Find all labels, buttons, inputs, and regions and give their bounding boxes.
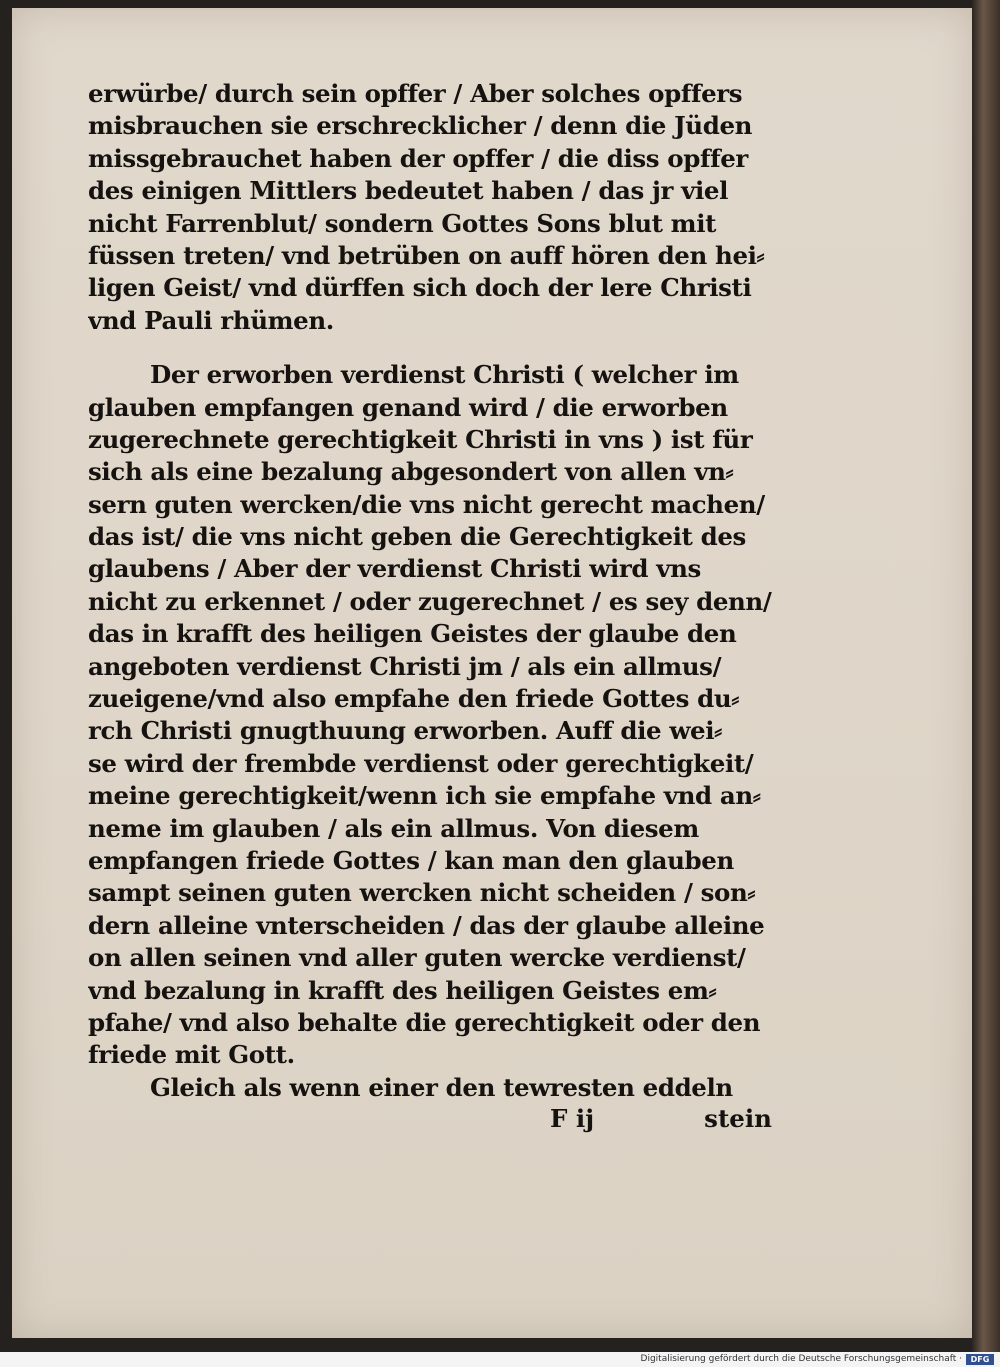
catchword: stein bbox=[704, 1104, 772, 1133]
signature-mark: F ij bbox=[550, 1104, 595, 1133]
text-line: dern alleine vnterscheiden / das der glaube alleine bbox=[88, 910, 765, 940]
text-line: das in krafft des heiligen Geistes der glaube den bbox=[88, 619, 737, 649]
text-line: erwürbe/ durch sein opffer / Aber solches opffers bbox=[88, 79, 743, 108]
footer-credit: Digitalisierung gefördert durch die Deutsche Forschungsgemeinschaft · bbox=[640, 1354, 962, 1364]
text-line: rch Christi gnugthuung erworben. Auff die wei⸗ bbox=[88, 716, 722, 746]
page-edge bbox=[972, 0, 1000, 1352]
text-line: missgebrauchet haben der opffer / die diss opffer bbox=[88, 143, 748, 173]
text-line: friede mit Gott. bbox=[88, 1040, 295, 1070]
paragraph bbox=[88, 1072, 778, 1104]
text-line: des einigen Mittlers bedeutet haben / das jr viel bbox=[88, 176, 728, 206]
text-line: sern guten wercken/die vns nicht gerecht machen/ bbox=[88, 489, 765, 519]
page-text bbox=[88, 78, 778, 1104]
text-line: vnd Pauli rhümen. bbox=[88, 305, 334, 335]
text-line: füssen treten/ vnd betrüben on auff hören den hei⸗ bbox=[88, 240, 765, 270]
dfg-logo: DFG bbox=[966, 1354, 994, 1365]
text-line: meine gerechtigkeit/wenn ich sie empfahe vnd an⸗ bbox=[88, 781, 761, 811]
text-line: angeboten verdienst Christi jm / als ein allmus/ bbox=[88, 651, 722, 681]
text-line: se wird der frembde verdienst oder gerechtigkeit/ bbox=[88, 748, 754, 778]
text-line: vnd bezalung in krafft des heiligen Geistes em⸗ bbox=[88, 975, 717, 1005]
text-line: Gleich als wenn einer den tewresten eddeln bbox=[150, 1072, 733, 1102]
text-line: glauben empfangen genand wird / die erworben bbox=[88, 392, 728, 422]
text-line: zugerechnete gerechtigkeit Christi in vns ) ist für bbox=[88, 424, 753, 454]
text-line: Der erworben verdienst Christi ( welcher im bbox=[150, 360, 739, 390]
text-line: sampt seinen guten wercken nicht scheiden / son⸗ bbox=[88, 878, 756, 908]
paragraph bbox=[88, 359, 778, 1072]
text-line: ligen Geist/ vnd dürffen sich doch der lere Christi bbox=[88, 273, 752, 303]
digitization-footer bbox=[0, 1352, 1000, 1367]
text-line: nicht zu erkennet / oder zugerechnet / es sey denn/ bbox=[88, 586, 772, 616]
text-line: zueigene/vnd also empfahe den friede Gottes du⸗ bbox=[88, 684, 739, 714]
text-line: sich als eine bezalung abgesondert von allen vn⸗ bbox=[88, 457, 734, 487]
text-line: misbrauchen sie erschrecklicher / denn die Jüden bbox=[88, 111, 753, 141]
page-bottom-line bbox=[88, 1102, 778, 1136]
book-page bbox=[12, 8, 972, 1338]
paragraph bbox=[88, 78, 778, 337]
text-line: empfangen friede Gottes / kan man den glauben bbox=[88, 845, 734, 875]
text-line: neme im glauben / als ein allmus. Von diesem bbox=[88, 813, 699, 843]
paragraph-gap bbox=[88, 337, 778, 359]
text-line: pfahe/ vnd also behalte die gerechtigkeit oder den bbox=[88, 1007, 761, 1037]
text-line: on allen seinen vnd aller guten wercke verdienst/ bbox=[88, 943, 746, 973]
text-line: nicht Farrenblut/ sondern Gottes Sons blut mit bbox=[88, 208, 717, 238]
text-line: glaubens / Aber der verdienst Christi wird vns bbox=[88, 554, 701, 584]
text-line: das ist/ die vns nicht geben die Gerechtigkeit des bbox=[88, 522, 746, 552]
